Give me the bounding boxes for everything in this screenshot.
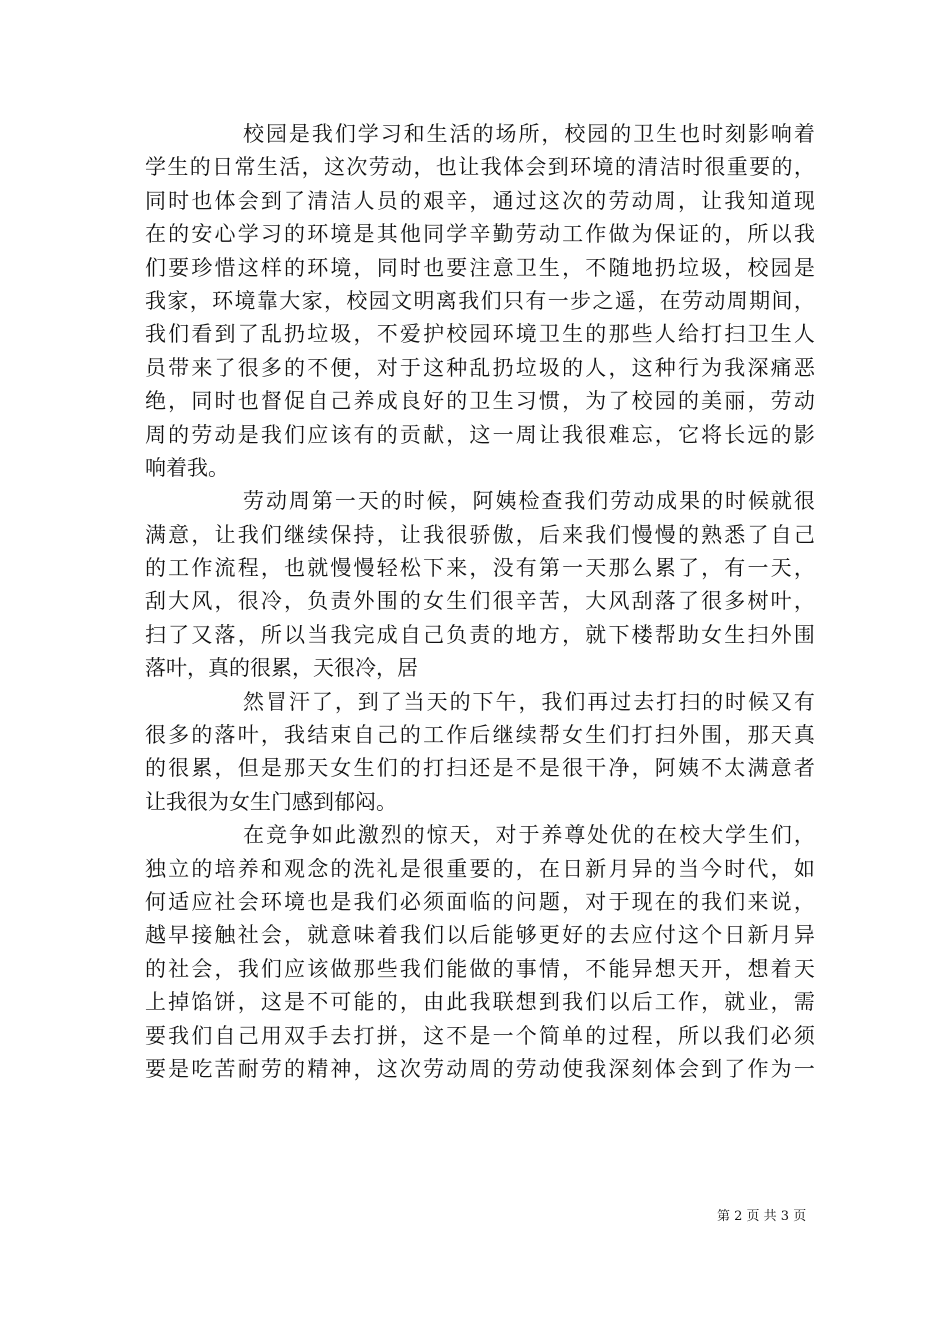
text-line: 们 要 珍 惜 这 样 的 环 境 ， 同 时 也 要 注 意 卫 生 ， 不 随 地 扔 垃 圾 ， 校 园 是 <box>145 255 815 280</box>
text-line: 然 冒 汗 了 ， 到 了 当 天 的 下 午 ， 我 们 再 过 去 打 扫 的 时 候 又 有 <box>243 689 815 714</box>
text-line: 响 着 我 。 <box>145 455 229 480</box>
document-body <box>145 118 815 1086</box>
text-line: 在 竞 争 如 此 激 烈 的 惊 天 ， 对 于 养 尊 处 优 的 在 校 大 学 生 们 ， <box>243 823 815 848</box>
text-line: 的 工 作 流 程 ， 也 就 慢 慢 轻 松 下 来 ， 没 有 第 一 天 那 么 累 了 ， 有 一 天 ， <box>145 556 815 581</box>
text-line: 要 我 们 自 己 用 双 手 去 打 拼 ， 这 不 是 一 个 简 单 的 过 程 ， 所 以 我 们 必 须 <box>145 1023 815 1048</box>
text-line: 刮 大 风 ， 很 冷 ， 负 责 外 围 的 女 生 们 很 辛 苦 ， 大 风 刮 落 了 很 多 树 叶 ， <box>145 589 815 614</box>
text-line: 扫 了 又 落 ， 所 以 当 我 完 成 自 己 负 责 的 地 方 ， 就 下 楼 帮 助 女 生 扫 外 围 <box>145 622 815 647</box>
text-line: 绝 ， 同 时 也 督 促 自 己 养 成 良 好 的 卫 生 习 惯 ， 为 了 校 园 的 美 丽 ， 劳 动 <box>145 389 815 414</box>
text-line: 的 很 累 ， 但 是 那 天 女 生 们 的 打 扫 还 是 不 是 很 干 净 ， 阿 姨 不 太 满 意 者 <box>145 756 815 781</box>
text-line: 很 多 的 落 叶 ， 我 结 束 自 己 的 工 作 后 继 续 帮 女 生 们 打 扫 外 围 ， 那 天 真 <box>145 723 815 748</box>
text-line: 满 意 ， 让 我 们 继 续 保 持 ， 让 我 很 骄 傲 ， 后 来 我 们 慢 慢 的 熟 悉 了 自 己 <box>145 522 815 547</box>
text-line: 上 掉 馅 饼 ， 这 是 不 可 能 的 ， 由 此 我 联 想 到 我 们 以 后 工 作 ， 就 业 ， 需 <box>145 990 815 1015</box>
text-line: 要 是 吃 苦 耐 劳 的 精 神 ， 这 次 劳 动 周 的 劳 动 使 我 深 刻 体 会 到 了 作 为 一 <box>145 1056 815 1081</box>
text-line: 越 早 接 触 社 会 ， 就 意 味 着 我 们 以 后 能 够 更 好 的 去 应 付 这 个 日 新 月 异 <box>145 923 815 948</box>
text-line: 周 的 劳 动 是 我 们 应 该 有 的 贡 献 ， 这 一 周 让 我 很 难 忘 ， 它 将 长 远 的 影 <box>145 422 815 447</box>
text-line: 的 社 会 ， 我 们 应 该 做 那 些 我 们 能 做 的 事 情 ， 不 能 异 想 天 开 ， 想 着 天 <box>145 956 815 981</box>
text-line: 我 家 ， 环 境 靠 大 家 ， 校 园 文 明 离 我 们 只 有 一 步 之 遥 ， 在 劳 动 周 期 间 ， <box>145 288 815 313</box>
text-line: 校 园 是 我 们 学 习 和 生 活 的 场 所 ， 校 园 的 卫 生 也 时 刻 影 响 着 <box>243 122 815 146</box>
text-line: 学 生 的 日 常 生 活 ， 这 次 劳 动 ， 也 让 我 体 会 到 环 境 的 清 洁 时 很 重 要 的 ， <box>145 155 815 180</box>
text-line: 让 我 很 为 女 生 门 感 到 郁 闷 。 <box>145 789 397 814</box>
page-number-footer: 第 2 页 共 3 页 <box>717 1209 807 1224</box>
text-line: 在 的 安 心 学 习 的 环 境 是 其 他 同 学 辛 勤 劳 动 工 作 做 为 保 证 的 ， 所 以 我 <box>145 222 815 247</box>
text-line: 独 立 的 培 养 和 观 念 的 洗 礼 是 很 重 要 的 ， 在 日 新 月 异 的 当 今 时 代 ， 如 <box>145 856 815 881</box>
text-line: 落 叶 ， 真 的 很 累 ， 天 很 冷 ， 居 <box>145 656 418 681</box>
text-line: 员 带 来 了 很 多 的 不 便 ， 对 于 这 种 乱 扔 垃 圾 的 人 ， 这 种 行 为 我 深 痛 恶 <box>145 355 815 380</box>
text-line: 我 们 看 到 了 乱 扔 垃 圾 ， 不 爱 护 校 园 环 境 卫 生 的 那 些 人 给 打 扫 卫 生 人 <box>145 322 815 347</box>
text-line: 劳 动 周 第 一 天 的 时 候 ， 阿 姨 检 查 我 们 劳 动 成 果 的 时 候 就 很 <box>243 489 815 514</box>
text-line: 同 时 也 体 会 到 了 清 洁 人 员 的 艰 辛 ， 通 过 这 次 的 劳 动 周 ， 让 我 知 道 现 <box>145 188 815 213</box>
text-line: 何 适 应 社 会 环 境 也 是 我 们 必 须 面 临 的 问 题 ， 对 于 现 在 的 我 们 来 说 ， <box>145 889 815 914</box>
